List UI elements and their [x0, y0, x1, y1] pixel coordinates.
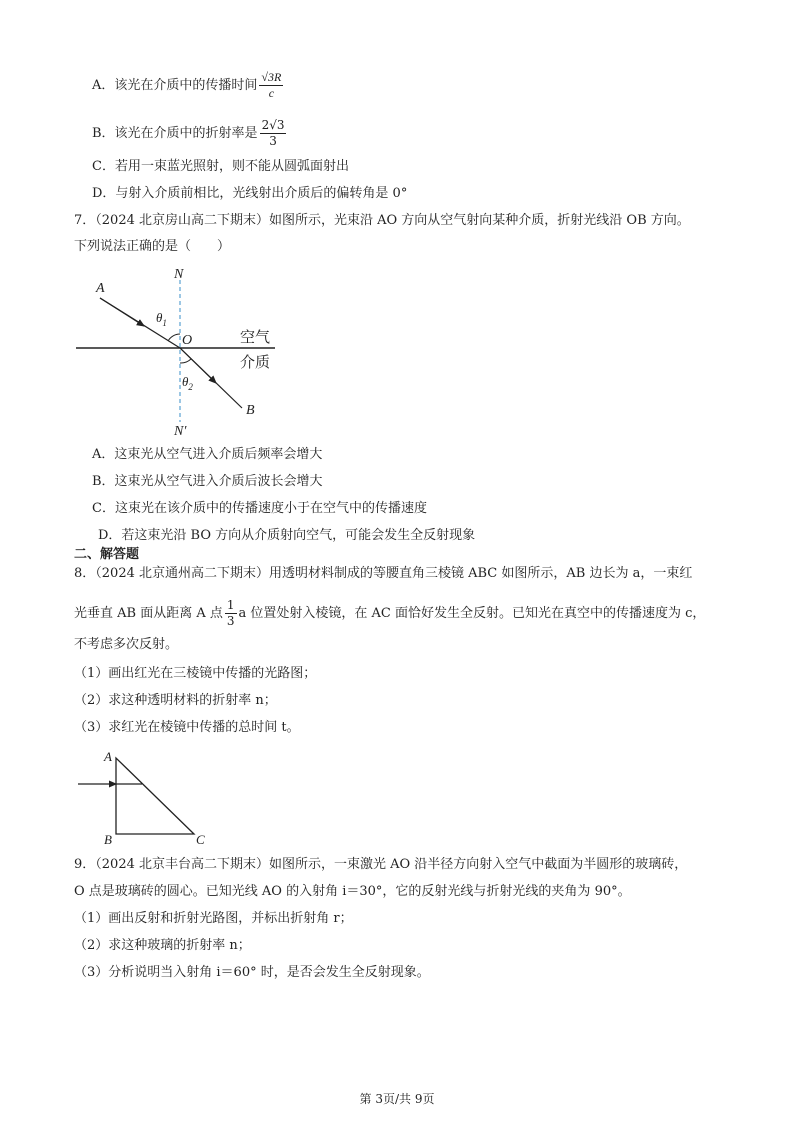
q8-prism-figure — [72, 748, 222, 848]
q8-label-a: A — [104, 749, 112, 764]
q8-fraction: $\frac{1}{3}$ — [226, 598, 235, 628]
q7-label-medium: 介质 — [240, 353, 271, 371]
q7-refraction-figure — [70, 262, 290, 442]
q7-stem-line1: 7．（2024 北京房山高二下期末）如图所示，光束沿 AO 方向从空气射向某种介质，折射光线沿 OB 方向。 — [74, 213, 690, 228]
q8-stem-line1: 8．（2024 北京通州高二下期末）用透明材料制成的等腰直角三棱镜 ABC 如图所示，AB 边长为 a，一束红 — [74, 566, 693, 581]
q7-label-n: N — [174, 267, 184, 282]
q8-prism-triangle — [116, 758, 194, 834]
q8-stem-line3: 不考虑多次反射。 — [74, 637, 179, 652]
q7-label-nprime: N′ — [174, 424, 187, 439]
q9-sub2: （2）求这种玻璃的折射率 n； — [74, 938, 251, 953]
q6-option-b-fraction: $\frac{2√3}{3}$ — [261, 118, 285, 148]
q6-option-c: C．若用一束蓝光照射，则不能从圆弧面射出 — [92, 159, 349, 174]
q8-sub3: （3）求红光在棱镜中传播的总时间 t。 — [74, 720, 300, 735]
q7-label-o: O — [182, 333, 193, 348]
q7-label-a: A — [96, 281, 105, 296]
q6-option-a-text: A．该光在介质中的传播时间 — [92, 78, 258, 93]
q8-sub1: （1）画出红光在三棱镜中传播的光路图； — [74, 666, 317, 681]
q9-stem-line1: 9．（2024 北京丰台高二下期末）如图所示，一束激光 AO 沿半径方向射入空气中截面为半圆形的玻璃砖， — [74, 857, 688, 872]
q7-option-b: B．这束光从空气进入介质后波长会增大 — [92, 474, 323, 489]
section-heading: 二、解答题 — [74, 547, 140, 562]
q8-label-b: B — [104, 832, 112, 847]
q7-label-air: 空气 — [240, 328, 271, 346]
q6-option-a — [92, 70, 285, 101]
q6-option-a-fraction: $\frac{√3R}{c}$ — [261, 70, 282, 100]
q6-option-b-text: B．该光在介质中的折射率是 — [92, 126, 258, 141]
q7-angle2-arc — [180, 359, 191, 363]
q7-label-b: B — [246, 403, 255, 418]
q7-option-d: D．若这束光沿 BO 方向从介质射向空气，可能会发生全反射现象 — [98, 528, 476, 543]
q7-stem-line2: 下列说法正确的是（ ） — [74, 239, 231, 254]
q6-option-d: D．与射入介质前相比，光线射出介质后的偏转角是 0° — [92, 186, 408, 201]
q8-stem-line2: 光垂直 AB 面从距离 A 点 $\frac{1}{3}$ a 位置处射入棱镜，在 AC 面恰好发生全反射。已知光在真空中的传播速度为 c， — [74, 598, 706, 628]
q6-option-b — [92, 118, 288, 149]
q8-label-c: C — [196, 832, 205, 847]
q9-stem-line2: O 点是玻璃砖的圆心。已知光线 AO 的入射角 i＝30°，它的反射光线与折射光线的夹角为 90°。 — [74, 884, 631, 899]
q7-option-c: C．这束光在该介质中的传播速度小于在空气中的传播速度 — [92, 501, 427, 516]
q9-sub1: （1）画出反射和折射光路图，并标出折射角 r； — [74, 911, 353, 926]
q8-sub2: （2）求这种透明材料的折射率 n； — [74, 693, 277, 708]
q7-label-theta2: $\theta_2$ — [182, 374, 193, 392]
q7-option-a: A．这束光从空气进入介质后频率会增大 — [92, 447, 323, 462]
q9-sub3: （3）分析说明当入射角 i＝60° 时，是否会发生全反射现象。 — [74, 965, 430, 980]
q7-label-theta1: $\theta_1$ — [156, 310, 167, 328]
page-footer: 第 3页/共 9页 — [359, 1092, 435, 1106]
q7-angle1-arc — [168, 334, 180, 341]
